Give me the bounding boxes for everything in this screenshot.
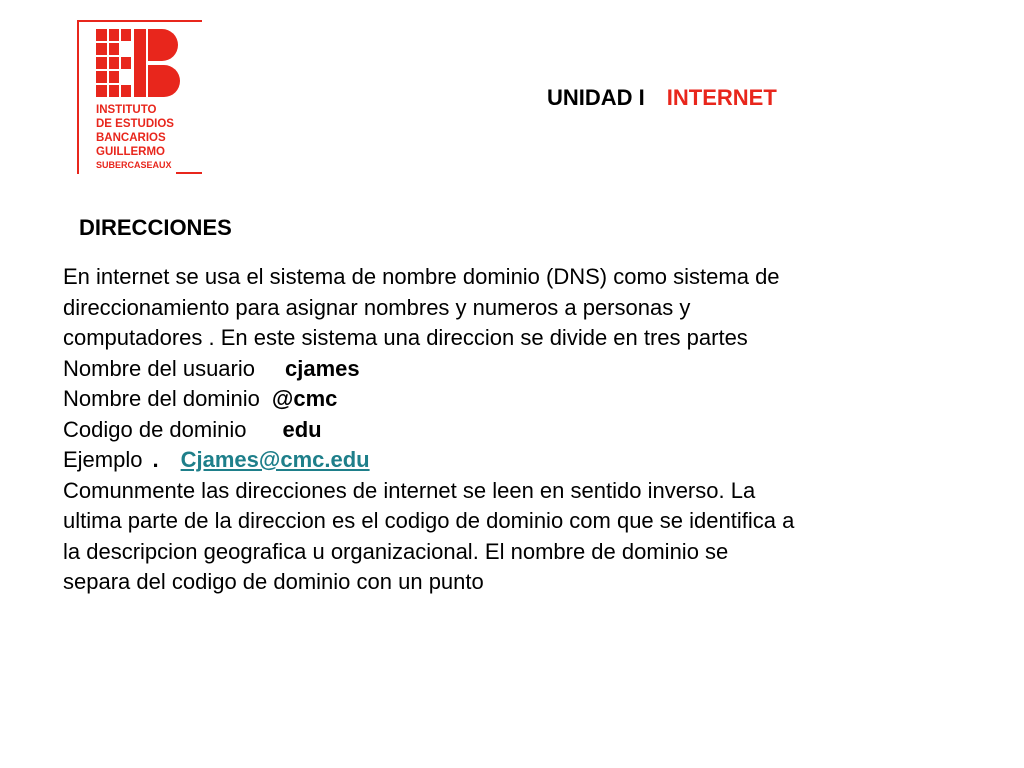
unit-label: UNIDAD I	[547, 85, 645, 110]
domain-row	[63, 384, 963, 415]
logo-line-4: GUILLERMO	[96, 146, 165, 158]
example-separator: .	[152, 447, 159, 472]
section-heading: DIRECCIONES	[79, 215, 232, 240]
example-email-link[interactable]: Cjames@cmc.edu	[180, 447, 370, 472]
domain-label: Nombre del dominio	[63, 386, 260, 411]
outro-line: ultima parte de la direccion es el codigo de dominio com que se identifica a	[63, 508, 795, 533]
logo-line-1: INSTITUTO	[96, 104, 157, 116]
domain-value: @cmc	[271, 386, 338, 411]
logo-emblem-icon	[76, 20, 204, 174]
code-label: Codigo de dominio	[63, 416, 247, 442]
intro-line: En internet se usa el sistema de nombre dominio (DNS) como sistema de	[63, 264, 780, 289]
logo-line-3: BANCARIOS	[96, 132, 166, 144]
user-row	[63, 354, 963, 385]
example-label: Ejemplo	[63, 447, 143, 472]
intro-line: computadores . En este sistema una direccion se divide en tres partes	[63, 325, 748, 350]
outro-line: Comunmente las direcciones de internet se leen en sentido inverso. La	[63, 477, 756, 503]
slide-title	[547, 85, 777, 111]
example-row	[63, 445, 963, 476]
outro-line: la descripcion geografica u organizacional. El nombre de dominio se	[63, 538, 729, 564]
logo-line-5: SUBERCASEAUX	[96, 160, 172, 170]
code-value: edu	[282, 416, 322, 442]
institute-logo	[76, 20, 204, 174]
topic-label: INTERNET	[666, 85, 777, 110]
body-text	[63, 262, 963, 598]
user-label: Nombre del usuario	[63, 355, 255, 381]
logo-line-2: DE ESTUDIOS	[96, 118, 174, 130]
intro-line: direccionamiento para asignar nombres y numeros a personas y	[63, 294, 691, 320]
user-value: cjames	[284, 355, 360, 381]
code-row	[63, 415, 963, 446]
outro-line: separa del codigo de dominio con un punto	[63, 569, 484, 594]
